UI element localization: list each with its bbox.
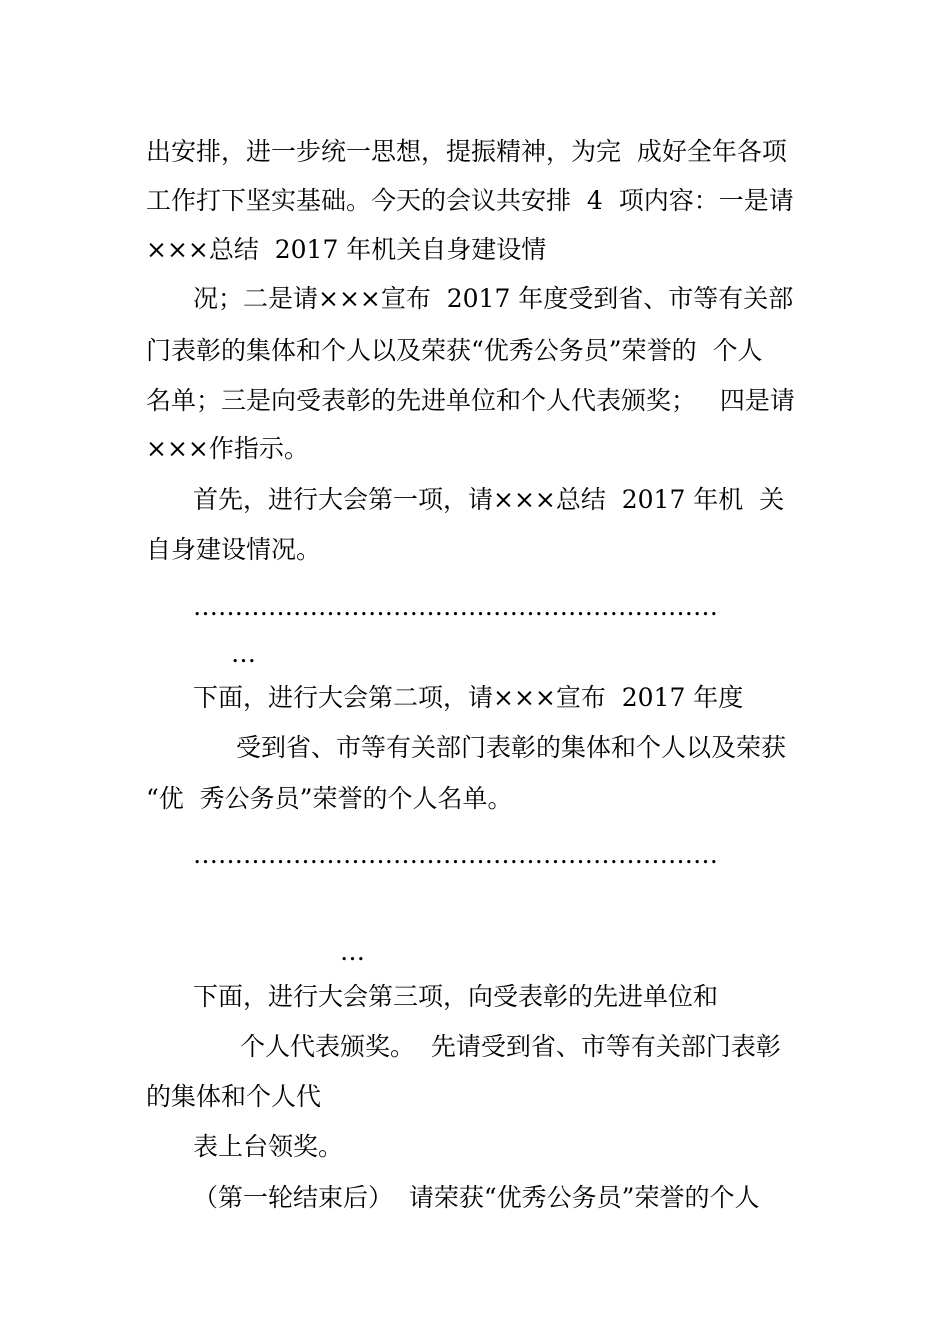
ellipsis-tail: … xyxy=(340,937,365,966)
body-line: 出安排，进一步统一思想，提振精神，为完 成好全年各项 xyxy=(146,137,787,166)
body-line: 自身建设情况。 xyxy=(146,535,322,564)
ellipsis-line: ……………………………………………………… xyxy=(193,592,718,621)
body-line: 名单；三是向受表彰的先进单位和个人代表颁奖； 四是请 xyxy=(146,386,795,415)
body-line: （第一轮结束后） 请荣获“优秀公务员”荣誉的个人 xyxy=(193,1183,760,1212)
body-line: ×××作指示。 xyxy=(146,434,309,463)
body-line: 的集体和个人代 xyxy=(146,1082,322,1111)
body-line: 下面，进行大会第二项，请×××宣布 2017 年度 xyxy=(193,683,744,712)
body-line: 门表彰的集体和个人以及荣获“优秀公务员”荣誉的 个人 xyxy=(146,336,763,365)
body-line: 况；二是请×××宣布 2017 年度受到省、市等有关部 xyxy=(193,284,794,313)
body-line: 个人代表颁奖。 先请受到省、市等有关部门表彰 xyxy=(240,1032,781,1061)
body-line: 首先，进行大会第一项，请×××总结 2017 年机 关 xyxy=(193,485,785,514)
body-line: 受到省、市等有关部门表彰的集体和个人以及荣获 xyxy=(236,733,787,762)
body-line: 表上台领奖。 xyxy=(193,1132,344,1161)
body-line: “优 秀公务员”荣誉的个人名单。 xyxy=(146,784,513,813)
body-line: 工作打下坚实基础。今天的会议共安排 4 项内容：一是请 xyxy=(146,186,794,215)
ellipsis-line: ……………………………………………………… xyxy=(193,840,718,869)
body-line: 下面，进行大会第三项，向受表彰的先进单位和 xyxy=(193,982,719,1011)
ellipsis-tail: … xyxy=(231,639,256,668)
body-line: ×××总结 2017 年机关自身建设情 xyxy=(146,235,547,264)
